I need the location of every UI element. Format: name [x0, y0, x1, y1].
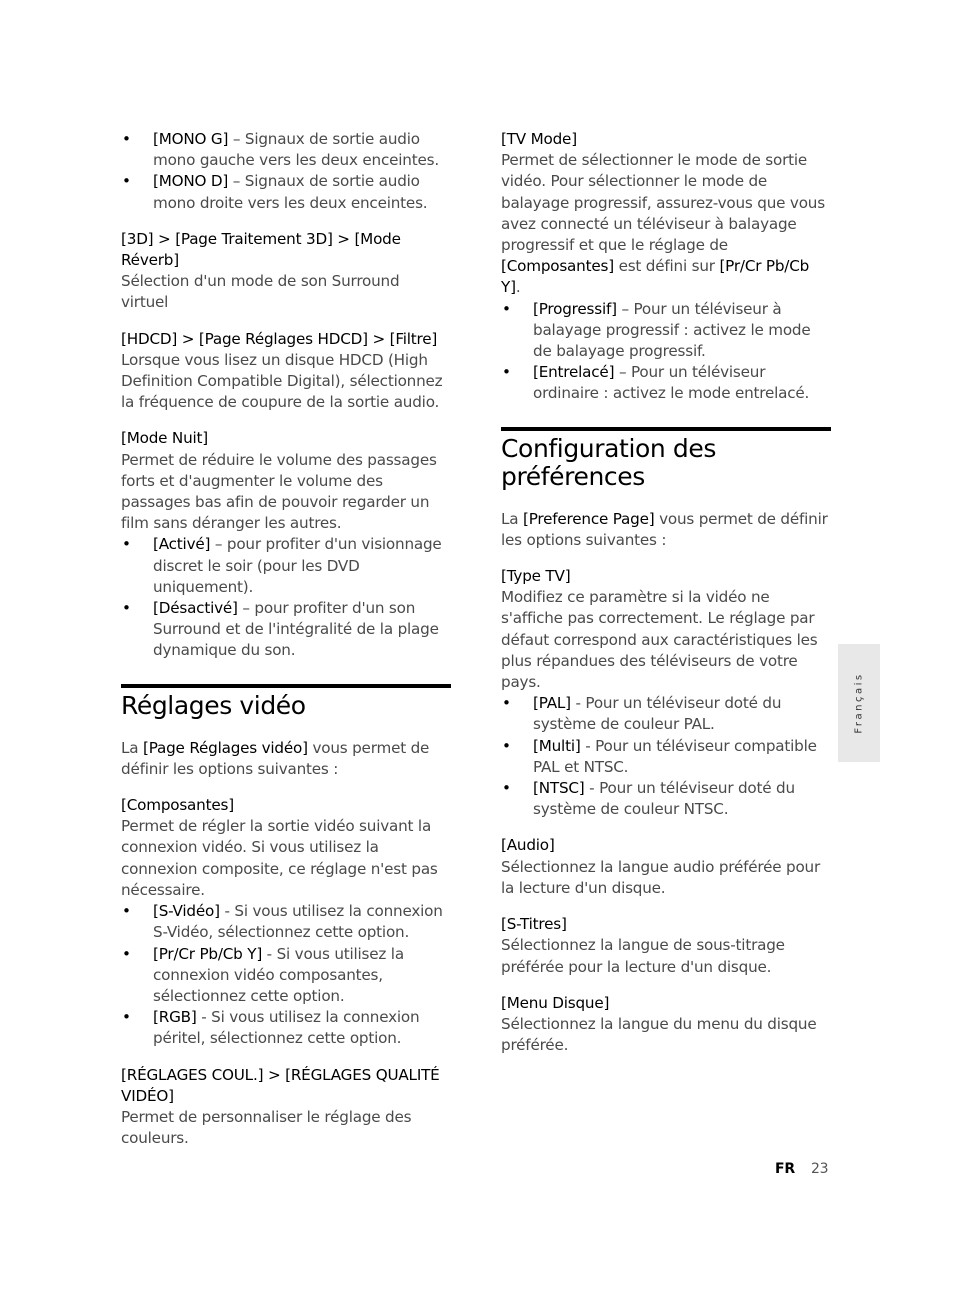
- setting-title: [Mode Nuit]: [121, 429, 209, 448]
- left-column: [121, 129, 451, 1164]
- tv-type-setting: [501, 566, 831, 820]
- list-item: • [NTSC] - Pour un téléviseur doté du système de couleur NTSC.: [501, 778, 831, 820]
- setting-path: [RÉGLAGES COUL.] > [RÉGLAGES QUALITÉ VIDÉO]: [121, 1065, 440, 1105]
- components-options: [121, 901, 451, 1049]
- setting-description: Permet de sélectionner le mode de sortie vidéo. Pour sélectionner le mode de balayage progressif, assurez-vous que vous avez connecté un téléviseur à balayage progressif et que le réglage de [Composantes] est défini sur [Pr/Cr Pb/Cb Y].: [501, 151, 825, 297]
- page-number: 23: [810, 1161, 829, 1177]
- list-item: • [Désactivé] – pour profiter d'un son Surround et de l'intégralité de la plage dynamique du son.: [121, 598, 451, 662]
- reverb-setting: [121, 229, 451, 314]
- disc-menu-setting: [501, 993, 831, 1057]
- setting-path: [3D] > [Page Traitement 3D] > [Mode Réverb]: [121, 229, 401, 270]
- setting-title: [Composantes]: [121, 796, 234, 815]
- setting-description: Sélectionnez la langue audio préférée pour la lecture d'un disque.: [501, 857, 821, 897]
- language-tab-label: Français: [853, 672, 865, 734]
- setting-description: Permet de régler la sortie vidéo suivant la connexion vidéo. Si vous utilisez la connexion composite, ce réglage n'est pas nécessaire.: [121, 817, 438, 899]
- setting-title: [S-Titres]: [501, 915, 567, 934]
- tv-mode-setting: [501, 129, 831, 405]
- preferences-section: [501, 427, 831, 551]
- mono-list: [121, 129, 451, 214]
- list-item: • [Pr/Cr Pb/Cb Y] - Si vous utilisez la connexion vidéo composantes, sélectionnez cette option.: [121, 944, 451, 1008]
- section-heading: Réglages vidéo: [121, 690, 306, 720]
- list-item: • [Progressif] – Pour un téléviseur à balayage progressif : activez le mode de balayage progressif.: [501, 299, 831, 363]
- setting-description: Permet de personnaliser le réglage des couleurs.: [121, 1107, 412, 1148]
- mono-options: [121, 129, 451, 214]
- right-column: [501, 129, 831, 1071]
- footer-language: FR: [775, 1161, 795, 1177]
- list-item: • [RGB] - Si vous utilisez la connexion péritel, sélectionnez cette option.: [121, 1007, 451, 1049]
- list-item: • [Activé] – pour profiter d'un visionnage discret le soir (pour les DVD uniquement).: [121, 534, 451, 598]
- list-item: • [PAL] - Pour un téléviseur doté du système de couleur PAL.: [501, 693, 831, 735]
- list-item: • [MONO D] – Signaux de sortie audio mono droite vers les deux enceintes.: [121, 171, 451, 213]
- audio-setting: [501, 835, 831, 899]
- language-side-tab: [838, 644, 880, 762]
- setting-description: Sélectionnez la langue de sous-titrage préférée pour la lecture d'un disque.: [501, 936, 785, 976]
- list-item: • [S-Vidéo] - Si vous utilisez la connexion S-Vidéo, sélectionnez cette option.: [121, 901, 451, 943]
- setting-description: Permet de réduire le volume des passages forts et d'augmenter le volume des passages bas afin de pouvoir regarder un film sans déranger les autres.: [121, 450, 437, 533]
- section-heading: Configuration des préférences: [501, 433, 716, 491]
- hdcd-setting: [121, 329, 451, 414]
- setting-title: [Type TV]: [501, 567, 571, 586]
- subtitles-setting: [501, 914, 831, 978]
- setting-description: Sélectionnez la langue du menu du disque préférée.: [501, 1014, 817, 1055]
- section-intro: La [Preference Page] vous permet de définir les options suivantes :: [501, 509, 828, 549]
- setting-description: Lorsque vous lisez un disque HDCD (High Definition Compatible Digital), sélectionnez la fréquence de coupure de la sortie audio.: [121, 350, 443, 412]
- setting-description: Modifiez ce paramètre si la vidéo ne s'affiche pas correctement. Le réglage par défaut correspond aux caractéristiques les plus répandues des téléviseurs de votre pays.: [501, 588, 818, 692]
- list-item: • [Entrelacé] – Pour un téléviseur ordinaire : activez le mode entrelacé.: [501, 362, 831, 404]
- tv-mode-options: [501, 299, 831, 405]
- setting-title: [Audio]: [501, 836, 555, 855]
- setting-title: [TV Mode]: [501, 130, 577, 148]
- setting-path: [HDCD] > [Page Réglages HDCD] > [Filtre]: [121, 329, 438, 348]
- list-item: • [Multi] - Pour un téléviseur compatible PAL et NTSC.: [501, 736, 831, 778]
- setting-title: [Menu Disque]: [501, 993, 610, 1012]
- tv-type-options: [501, 693, 831, 820]
- video-settings-section: [121, 684, 451, 780]
- night-mode-setting: [121, 428, 451, 661]
- section-intro: La [Page Réglages vidéo] vous permet de définir les options suivantes :: [121, 738, 430, 778]
- color-setting: [121, 1065, 451, 1150]
- night-mode-options: [121, 534, 451, 661]
- setting-description: Sélection d'un mode de son Surround virtuel: [121, 272, 400, 312]
- list-item: • [MONO G] – Signaux de sortie audio mono gauche vers les deux enceintes.: [121, 129, 451, 171]
- components-setting: [121, 795, 451, 1049]
- page-footer: [775, 1159, 828, 1180]
